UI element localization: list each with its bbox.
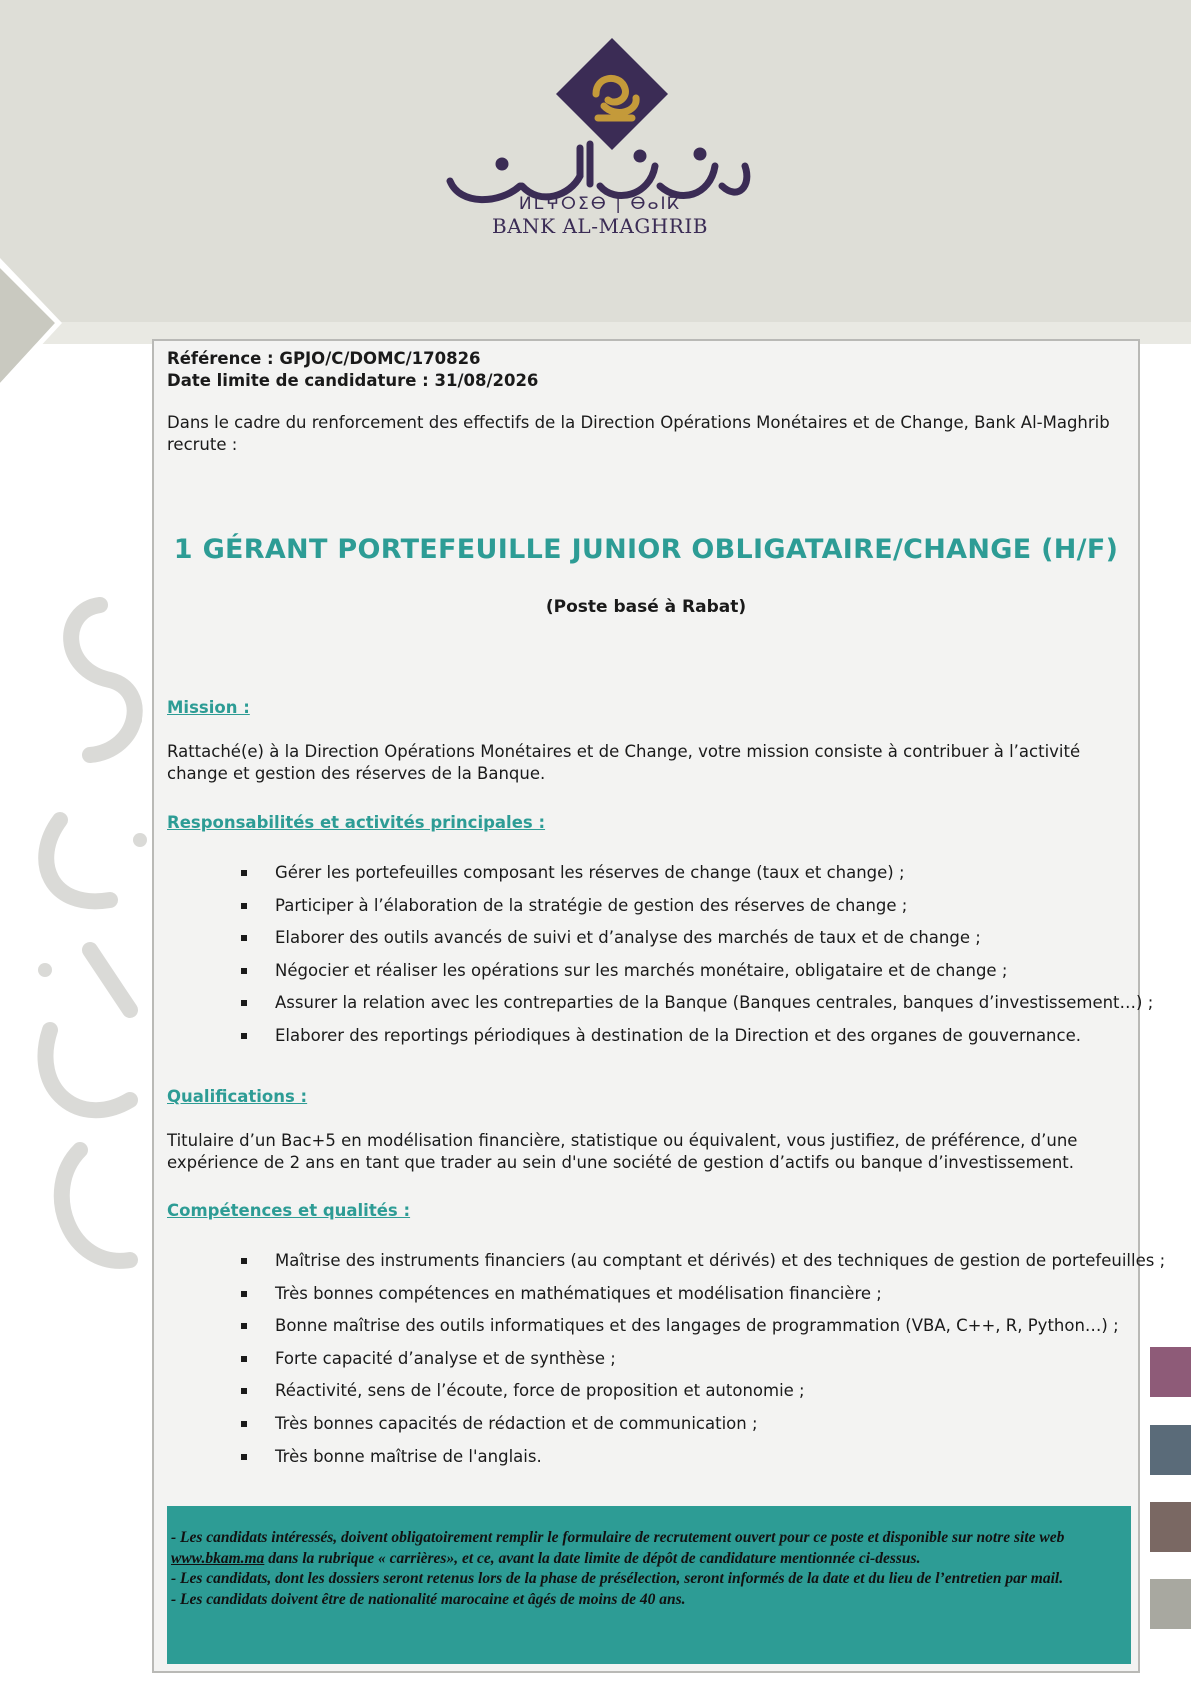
list-item: Négocier et réaliser les opérations sur les marchés monétaire, obligataire et de change ; (240, 960, 1140, 993)
mission-heading: Mission : (167, 698, 250, 717)
notice-line-2: - Les candidats, dont les dossiers seront retenus lors de la phase de présélection, seront informés de la date et du lieu de l’entretien par mail. (171, 1570, 1064, 1587)
list-item: Assurer la relation avec les contreparties de la Banque (Banques centrales, banques d’investissement…) ; (240, 992, 1140, 1025)
list-item: Participer à l’élaboration de la stratégie de gestion des réserves de change ; (240, 895, 1140, 928)
bank-al-maghrib-logo (440, 36, 760, 241)
list-item: Forte capacité d’analyse et de synthèse ; (240, 1348, 1140, 1381)
skills-heading: Compétences et qualités : (167, 1201, 411, 1220)
qualifications-text: Titulaire d’un Bac+5 en modélisation financière, statistique ou équivalent, vous justifiez, de préférence, d’une expérience de 2 ans en tant que trader au sein d'une société de gestion d’actifs ou banque d’investissement. (167, 1131, 1078, 1172)
notice-text: dans la rubrique « carrières», et ce, avant la date limite de dépôt de candidature mentionnée ci-dessus. (264, 1549, 921, 1567)
color-swatch-taupe (1150, 1502, 1191, 1552)
application-notice (167, 1506, 1131, 1664)
job-title: 1 GÉRANT PORTEFEUILLE JUNIOR OBLIGATAIRE/CHANGE (H/F) (173, 534, 1119, 565)
color-swatch-slate (1150, 1425, 1191, 1475)
watermark-calligraphy (20, 590, 160, 1290)
list-item: Réactivité, sens de l’écoute, force de proposition et autonomie ; (240, 1380, 1140, 1413)
reference-block (167, 348, 538, 392)
notice-line-3: - Les candidats doivent être de nationalité marocaine et âgés de moins de 40 ans. (171, 1590, 686, 1608)
list-item: Très bonnes compétences en mathématiques et modélisation financière ; (240, 1283, 1140, 1316)
mission-text: Rattaché(e) à la Direction Opérations Monétaires et de Change, votre mission consiste à contribuer à l’activité change et gestion des réserves de la Banque. (167, 742, 1081, 783)
responsibilities-list (240, 862, 1154, 1058)
application-deadline: Date limite de candidature : 31/08/2026 (167, 371, 539, 390)
logo-diamond-emblem (556, 38, 668, 150)
skills-list (240, 1250, 1166, 1478)
color-swatch-plum (1150, 1347, 1191, 1397)
list-item: Elaborer des reportings périodiques à destination de la Direction et des organes de gouvernance. (240, 1025, 1140, 1058)
list-item: Gérer les portefeuilles composant les réserves de change (taux et change) ; (240, 862, 1140, 895)
reference-number: Référence : GPJO/C/DOMC/170826 (167, 349, 481, 368)
list-item: Maîtrise des instruments financiers (au comptant et dérivés) et des techniques de gestion de portefeuilles ; (240, 1250, 1140, 1283)
job-location: (Poste basé à Rabat) (545, 597, 747, 617)
notice-line-1 (171, 1528, 1123, 1569)
list-item: Très bonnes capacités de rédaction et de communication ; (240, 1413, 1140, 1446)
list-item: Très bonne maîtrise de l'anglais. (240, 1446, 1140, 1479)
responsibilities-heading: Responsabilités et activités principales : (167, 813, 546, 832)
notice-text: - Les candidats intéressés, doivent obligatoirement remplir le formulaire de recrutement ouvert pour ce poste et disponible sur notre site web (171, 1529, 1065, 1546)
intro-paragraph: Dans le cadre du renforcement des effectifs de la Direction Opérations Monétaires et de Change, Bank Al-Maghrib recrute : (167, 413, 1110, 454)
logo-tifinagh-text: ⵍⵎⵖⵔⵉⴱ | ⴱⴰⵏⴽ (518, 194, 682, 214)
decorative-chevron (0, 258, 70, 398)
logo-latin-text: BANK AL-MAGHRIB (492, 214, 708, 238)
logo-arabic-calligraphy (450, 144, 747, 200)
website-link[interactable]: www.bkam.ma (171, 1549, 265, 1567)
qualifications-heading: Qualifications : (167, 1087, 308, 1106)
color-swatch-grey (1150, 1579, 1191, 1629)
list-item: Elaborer des outils avancés de suivi et d’analyse des marchés de taux et de change ; (240, 927, 1140, 960)
list-item: Bonne maîtrise des outils informatiques et des langages de programmation (VBA, C++, R, Python…) ; (240, 1315, 1140, 1348)
